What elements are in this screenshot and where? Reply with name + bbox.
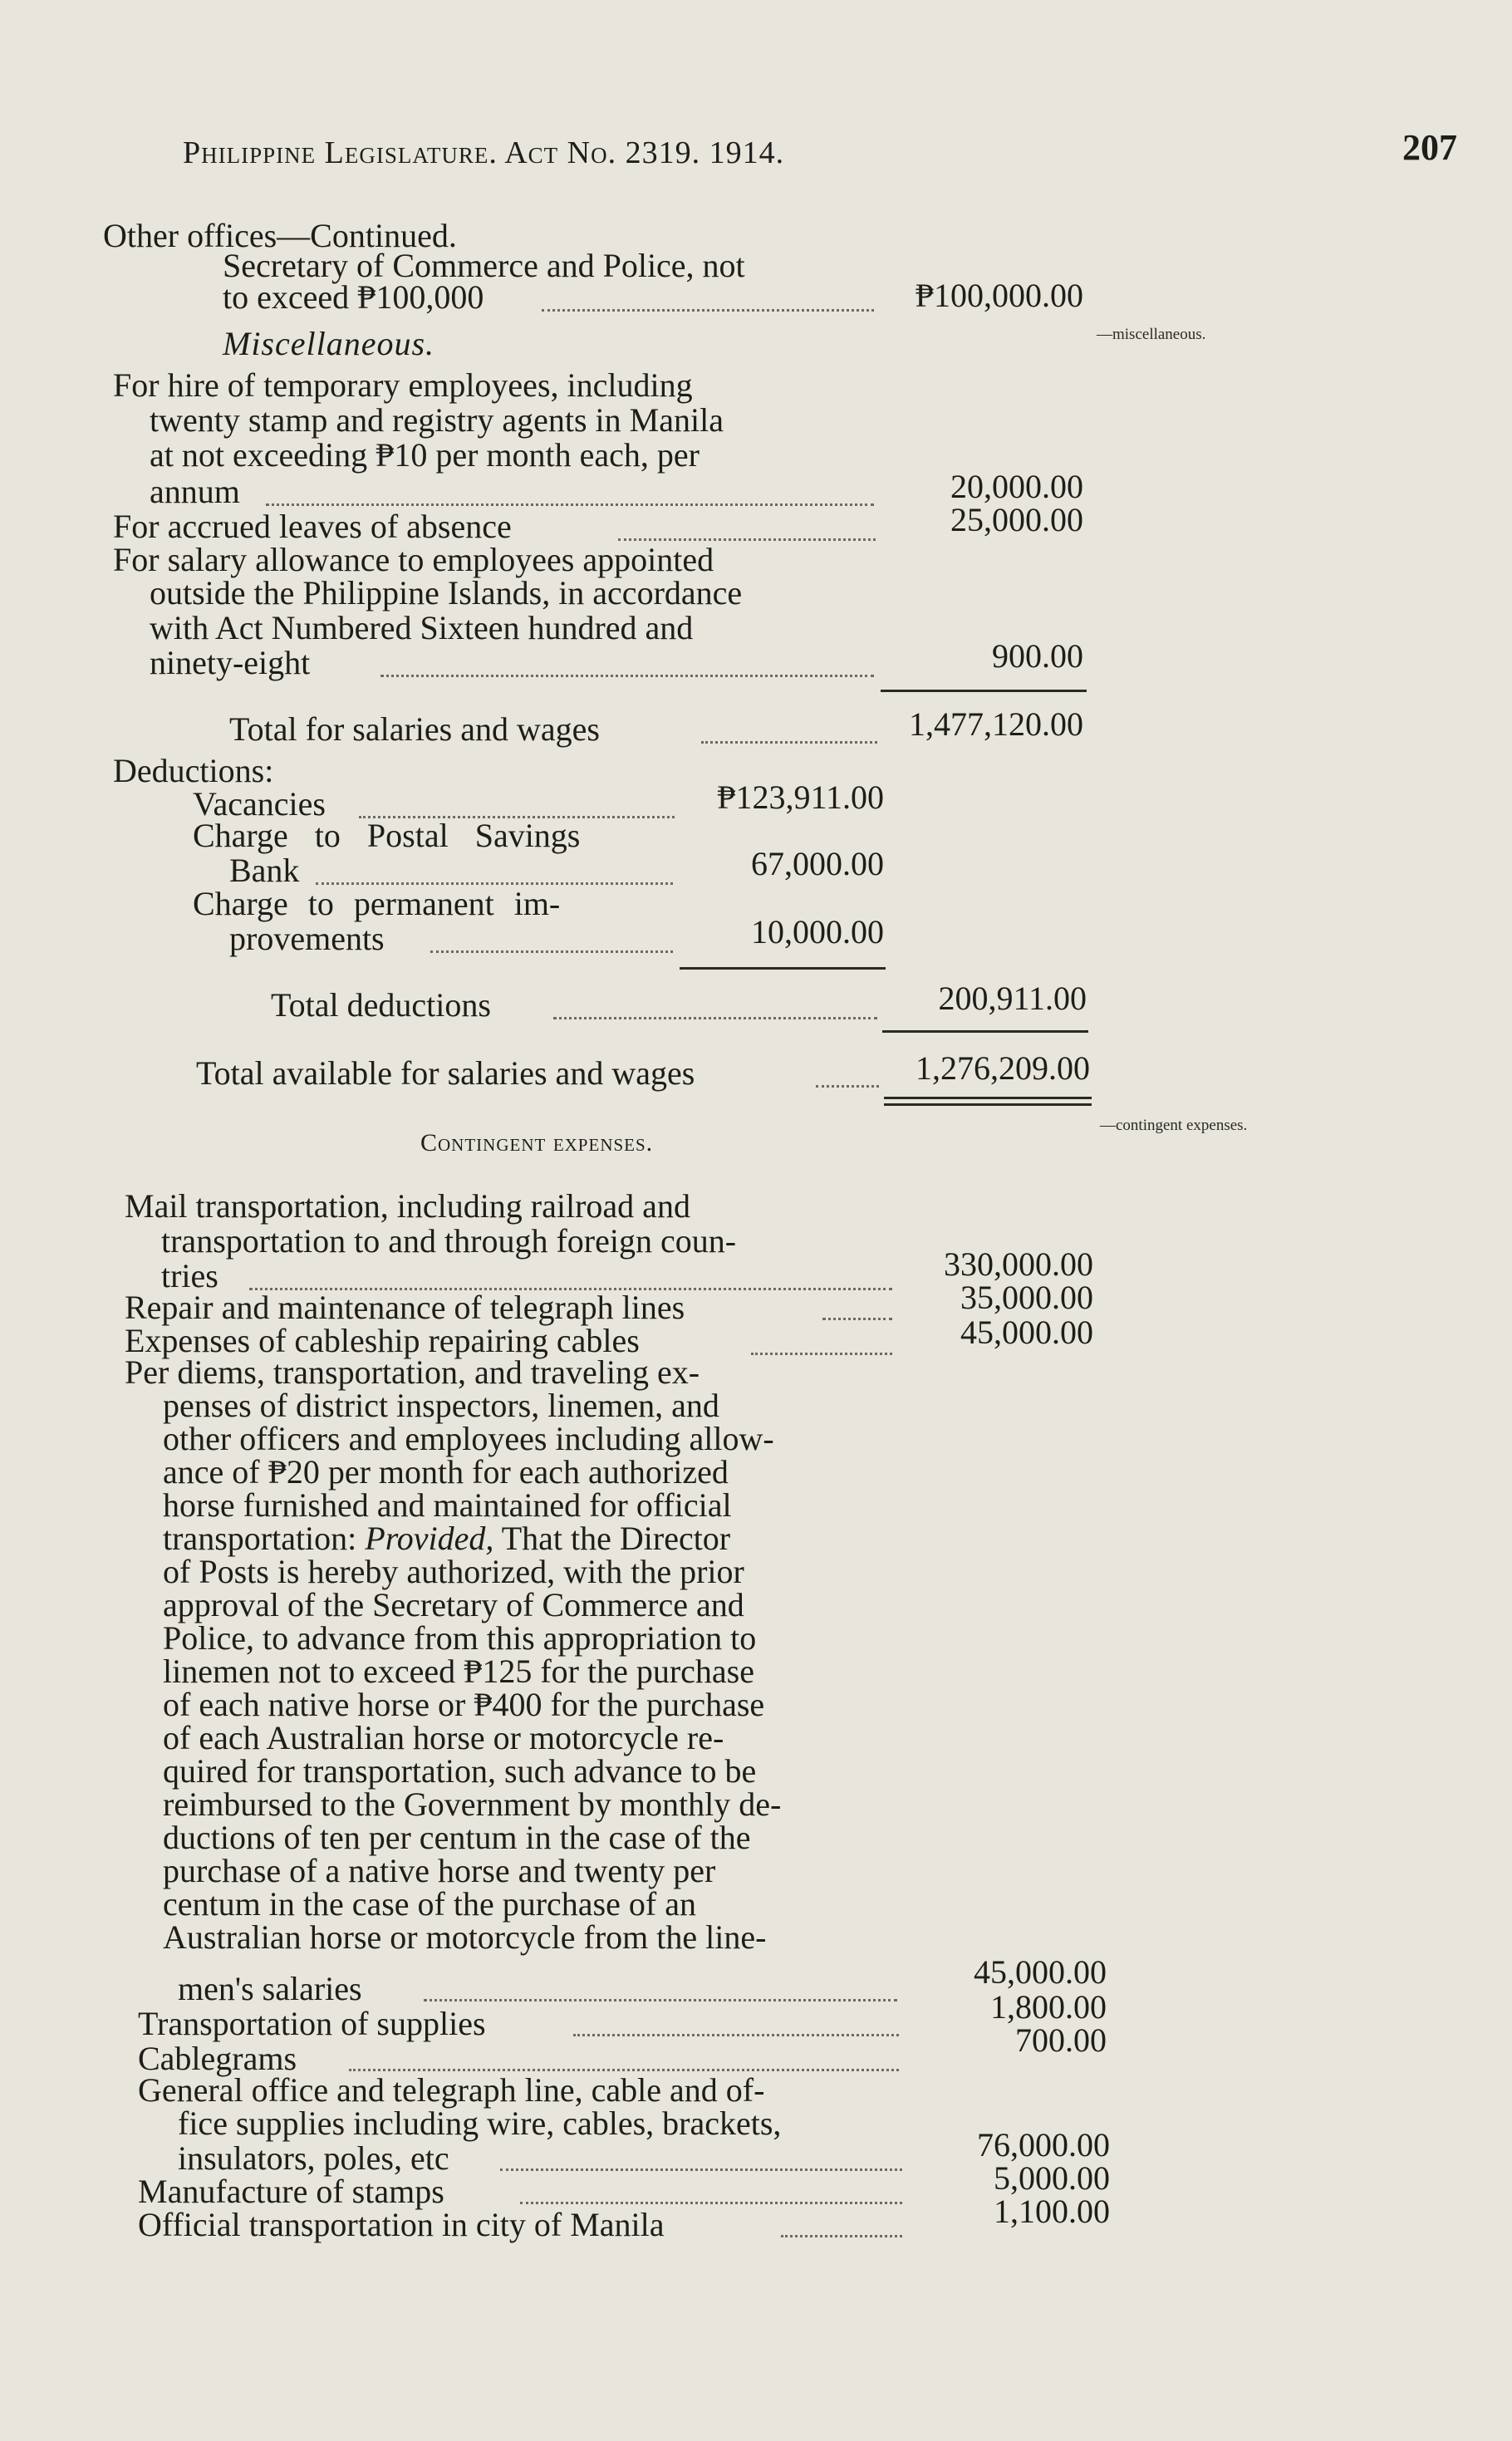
perdiem-line-7: of Posts is hereby authorized, with the prior [163, 1553, 744, 1590]
margin-note-contingent: —contingent expenses. [1100, 1117, 1248, 1134]
postal-amount: 67,000.00 [751, 845, 884, 882]
leader-dots [520, 2202, 902, 2204]
supplies-label: Transportation of supplies [138, 2005, 486, 2042]
mail-line-3: tries [161, 1257, 218, 1294]
perdiem-line-15: ductions of ten per centum in the case of the [163, 1819, 751, 1856]
total-available-amount: 1,276,209.00 [916, 1049, 1090, 1087]
hire-line-1: For hire of temporary employees, including [113, 366, 693, 404]
leader-dots [424, 1999, 897, 2001]
postal-line-2: Bank [229, 852, 300, 889]
cablegrams-amount: 700.00 [1015, 2021, 1107, 2059]
hire-amount: 20,000.00 [950, 468, 1083, 505]
leader-dots [781, 2235, 902, 2237]
perdiem-line-1: Per diems, transportation, and traveling ex- [125, 1353, 700, 1391]
leaves-amount: 25,000.00 [950, 501, 1083, 538]
total-deductions-label: Total deductions [271, 986, 491, 1024]
mail-line-2: transportation to and through foreign coun- [161, 1222, 737, 1260]
total-salaries-amount: 1,477,120.00 [909, 705, 1083, 743]
perdiem-line-16: purchase of a native horse and twenty per [163, 1852, 716, 1889]
office-line-3: insulators, poles, etc [178, 2139, 449, 2177]
page-number: 207 [1402, 127, 1457, 168]
leader-dots [430, 950, 673, 953]
leader-dots [701, 741, 877, 744]
office-line-2: fice supplies including wire, cables, brackets, [178, 2105, 782, 2142]
mail-line-1: Mail transportation, including railroad and [125, 1187, 690, 1225]
official-label: Official transportation in city of Manila [138, 2206, 665, 2243]
section-heading-other-offices: Other offices—Continued. [103, 217, 457, 254]
deductions-heading: Deductions: [113, 752, 274, 789]
leader-dots [816, 1085, 879, 1088]
hire-line-3: at not exceeding ₱10 per month each, per [150, 436, 700, 474]
vacancies-amount: ₱123,911.00 [717, 778, 884, 816]
permanent-line-2: provements [229, 920, 385, 957]
permanent-line-1: Charge to permanent im- [193, 885, 561, 922]
perdiem-line-5: horse furnished and maintained for official [163, 1486, 732, 1524]
perdiem-line-13: quired for transportation, such advance to be [163, 1752, 757, 1790]
leader-dots [553, 1017, 877, 1019]
perdiem-line-19: men's salaries [178, 1970, 362, 2007]
provided-word: Provided, [365, 1520, 494, 1557]
perdiem-line-8: approval of the Secretary of Commerce and [163, 1586, 744, 1623]
perdiem-line-14: reimbursed to the Government by monthly de- [163, 1785, 782, 1823]
provided-rest: That the Director [493, 1520, 731, 1557]
office-amount: 76,000.00 [977, 2126, 1110, 2164]
perdiem-line-2: penses of district inspectors, linemen, and [163, 1387, 719, 1424]
perdiem-line-17: centum in the case of the purchase of an [163, 1885, 696, 1923]
leaves-label: For accrued leaves of absence [113, 508, 512, 545]
office-line-1: General office and telegraph line, cable and of- [138, 2071, 765, 2109]
allowance-line-2: outside the Philippine Islands, in accordance [150, 574, 743, 611]
leader-dots [500, 2168, 902, 2171]
supplies-amount: 1,800.00 [990, 1988, 1107, 2026]
leader-dots [822, 1318, 892, 1320]
secretary-line-1: Secretary of Commerce and Police, not [223, 247, 745, 284]
double-rule-top [884, 1097, 1092, 1099]
permanent-amount: 10,000.00 [751, 913, 884, 950]
leader-dots [573, 2034, 899, 2036]
subheading-miscellaneous: Miscellaneous. [223, 325, 435, 362]
postal-line-1: Charge to Postal Savings [193, 817, 581, 854]
cableship-amount: 45,000.00 [960, 1314, 1093, 1351]
perdiem-line-6-start: transportation: [163, 1520, 366, 1557]
stamps-amount: 5,000.00 [994, 2159, 1110, 2197]
margin-note-miscellaneous: —miscellaneous. [1097, 326, 1206, 343]
perdiem-line-4: ance of ₱20 per month for each authorized [163, 1453, 729, 1491]
leader-dots [266, 503, 874, 506]
sum-rule [680, 967, 886, 970]
perdiem-line-11: of each native horse or ₱400 for the purchase [163, 1686, 765, 1723]
running-header: Philippine Legislature. Act No. 2319. 1914. [183, 135, 785, 170]
perdiem-amount: 45,000.00 [974, 1953, 1107, 1991]
leader-dots [542, 309, 874, 312]
subheading-contingent-expenses: Contingent expenses. [420, 1129, 654, 1157]
stamps-label: Manufacture of stamps [138, 2173, 444, 2210]
perdiem-line-18: Australian horse or motorcycle from the line- [163, 1918, 767, 1956]
telegraph-label: Repair and maintenance of telegraph lines [125, 1289, 685, 1326]
hire-line-2: twenty stamp and registry agents in Manila [150, 401, 724, 439]
perdiem-line-9: Police, to advance from this appropriation to [163, 1619, 757, 1657]
secretary-line-2: to exceed ₱100,000 [223, 278, 484, 316]
total-salaries-label: Total for salaries and wages [229, 710, 600, 748]
official-amount: 1,100.00 [994, 2193, 1110, 2230]
secretary-amount: ₱100,000.00 [915, 277, 1083, 314]
leader-dots [751, 1353, 892, 1355]
sum-rule [881, 690, 1087, 692]
leader-dots [380, 675, 874, 677]
perdiem-line-3: other officers and employees including allow- [163, 1420, 774, 1457]
cableship-label: Expenses of cableship repairing cables [125, 1322, 640, 1359]
perdiem-line-6 [163, 1520, 730, 1557]
telegraph-amount: 35,000.00 [960, 1279, 1093, 1316]
double-rule-bottom [884, 1103, 1092, 1106]
allowance-line-4: ninety-eight [150, 644, 311, 681]
total-deductions-amount: 200,911.00 [938, 980, 1087, 1017]
cablegrams-label: Cablegrams [138, 2040, 297, 2077]
allowance-line-1: For salary allowance to employees appointed [113, 541, 714, 578]
allowance-line-3: with Act Numbered Sixteen hundred and [150, 609, 694, 646]
vacancies-label: Vacancies [193, 785, 326, 823]
allowance-amount: 900.00 [992, 637, 1083, 675]
sum-rule [882, 1030, 1088, 1033]
perdiem-line-12: of each Australian horse or motorcycle re- [163, 1719, 724, 1756]
hire-line-4: annum [150, 473, 240, 510]
mail-amount: 330,000.00 [944, 1245, 1093, 1283]
perdiem-line-10: linemen not to exceed ₱125 for the purchase [163, 1653, 754, 1690]
total-available-label: Total available for salaries and wages [196, 1054, 695, 1092]
